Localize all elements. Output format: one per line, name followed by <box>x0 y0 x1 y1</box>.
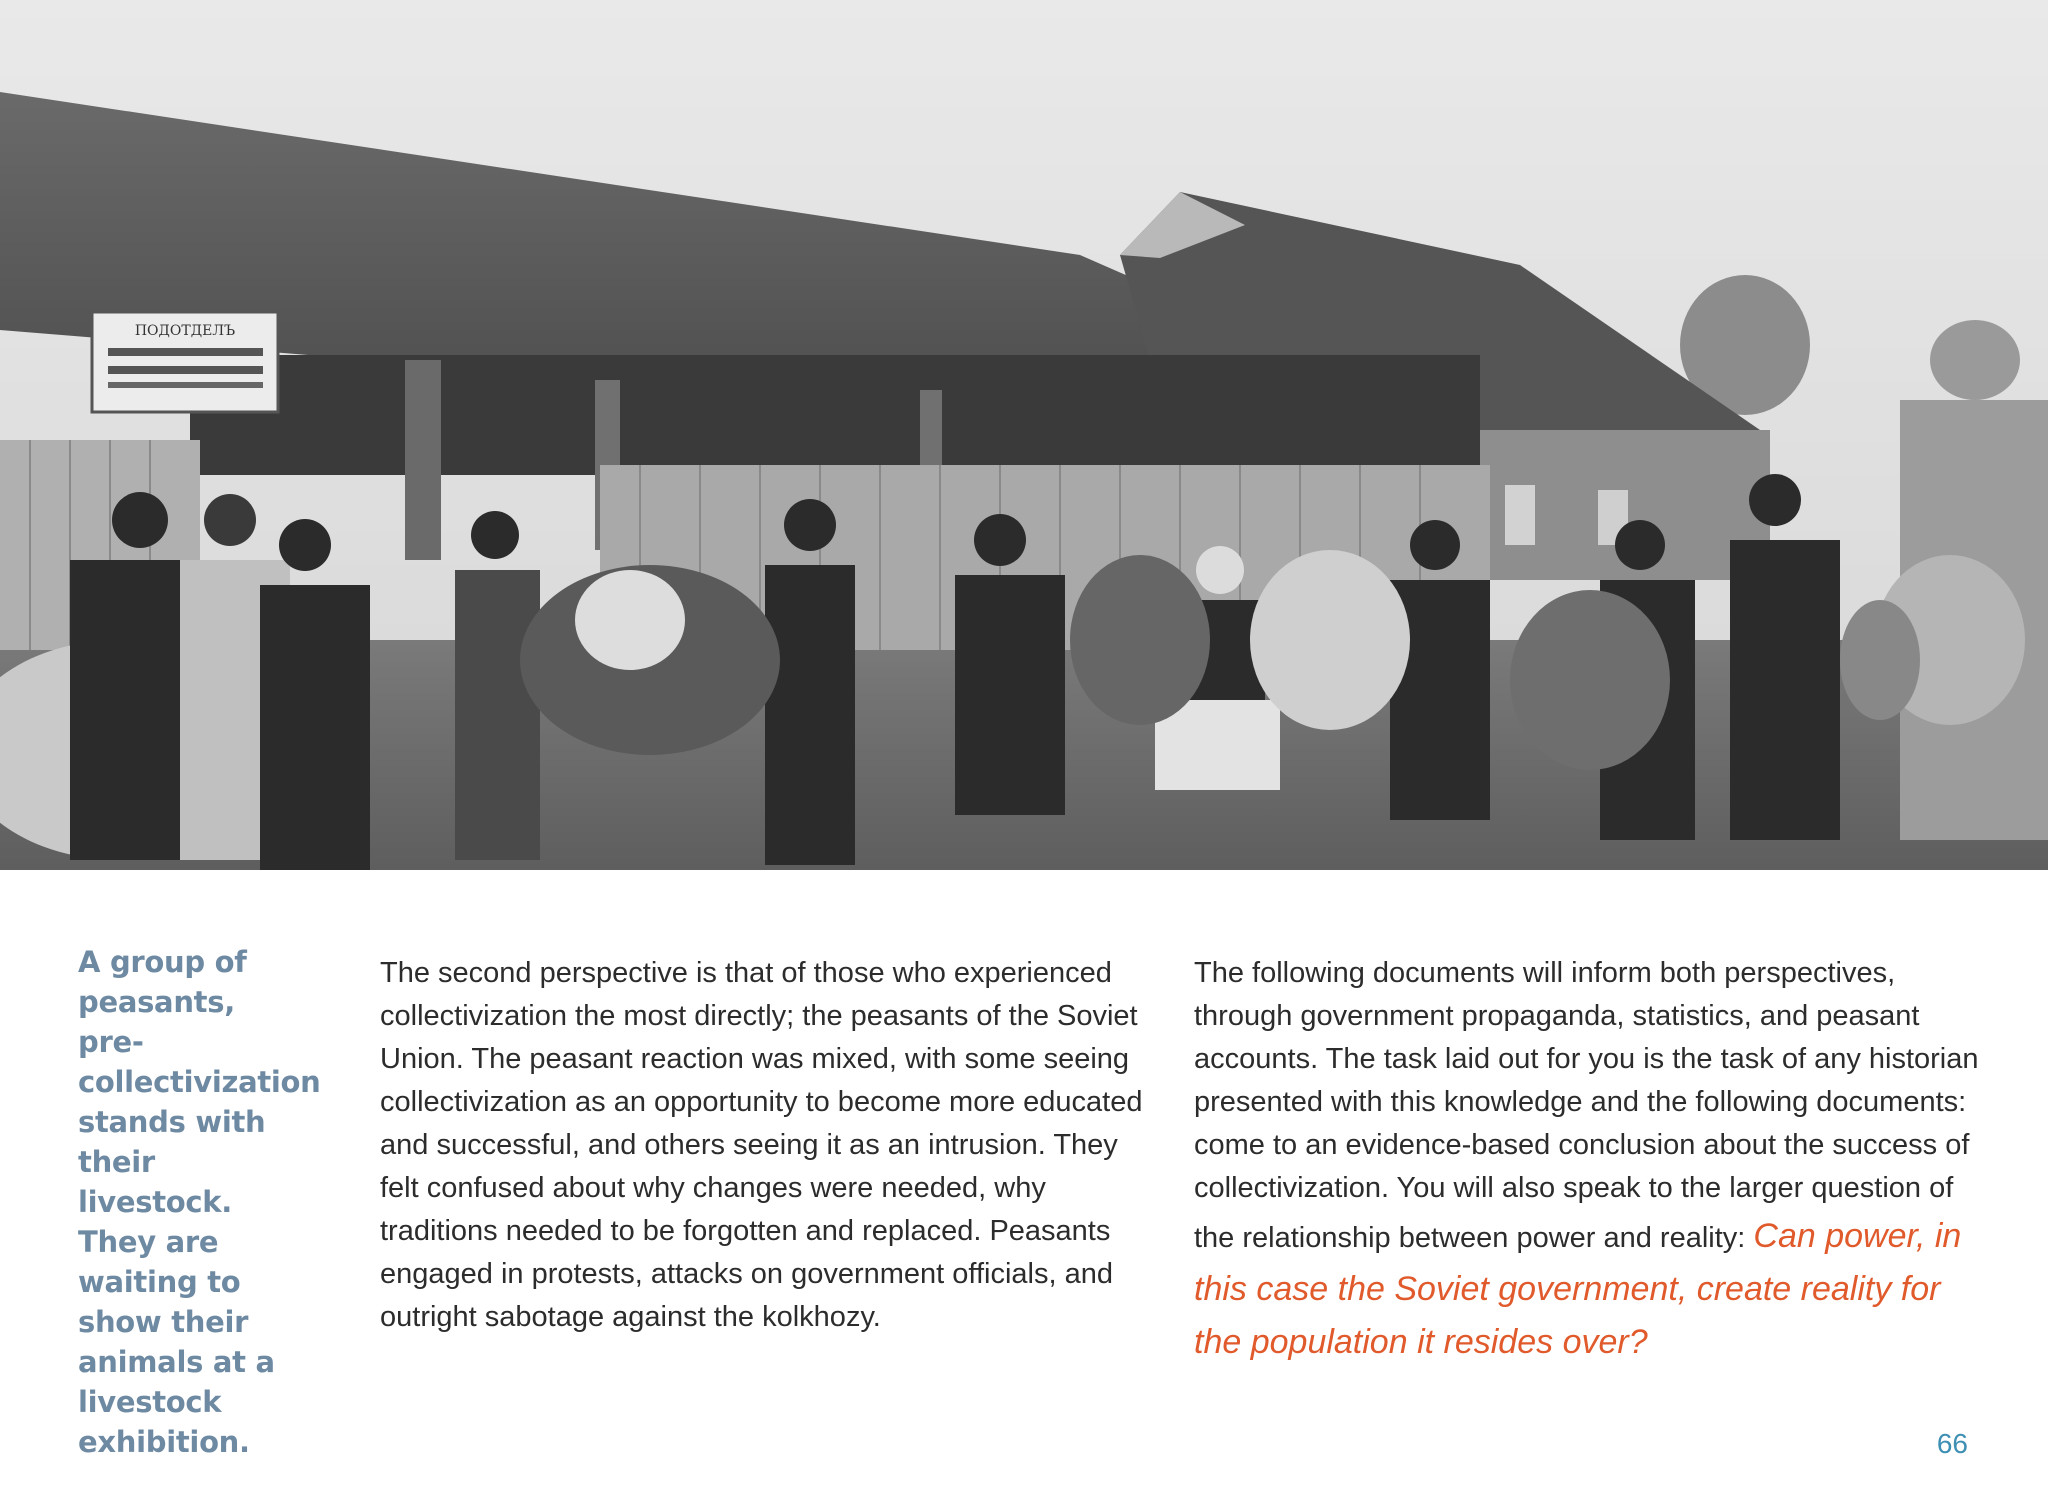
photo-sign-text: ПОДОТДЕЛЪ <box>134 323 236 339</box>
page-number: 66 <box>1936 1428 1968 1459</box>
body-column-2 <box>1194 952 1994 1369</box>
photo-caption: A group of peasants, pre-collectivization stands with their livestock. They are waiting to show their animals at a livestock exhibition. <box>78 945 321 1459</box>
body-column-1: The second perspective is that of those who experienced collectivization the most directly; the peasants of the Soviet Union. The peasant reaction was mixed, with some seeing collectivization as an opportunity to become more educated and successful, and others seeing it as an intrusion. They felt confused about why changes were needed, why traditions needed to be forgotten and replaced. Peasants engaged in protests, attacks on government officials, and outright sabotage against the kolkhozy. <box>380 957 1143 1333</box>
central-question: Can power, in this case the Soviet government, create reality for the population it resides over? <box>1194 1217 1962 1361</box>
column-2-intro: The following documents will inform both perspectives, through government propaganda, statistics, and peasant accounts. The task laid out for you is the task of any historian presented with this knowledge and the following documents: come to an evidence-based conclusion about the success of collectivization. You will also speak to the larger question of the relationship between power and reality: <box>1194 957 1979 1254</box>
